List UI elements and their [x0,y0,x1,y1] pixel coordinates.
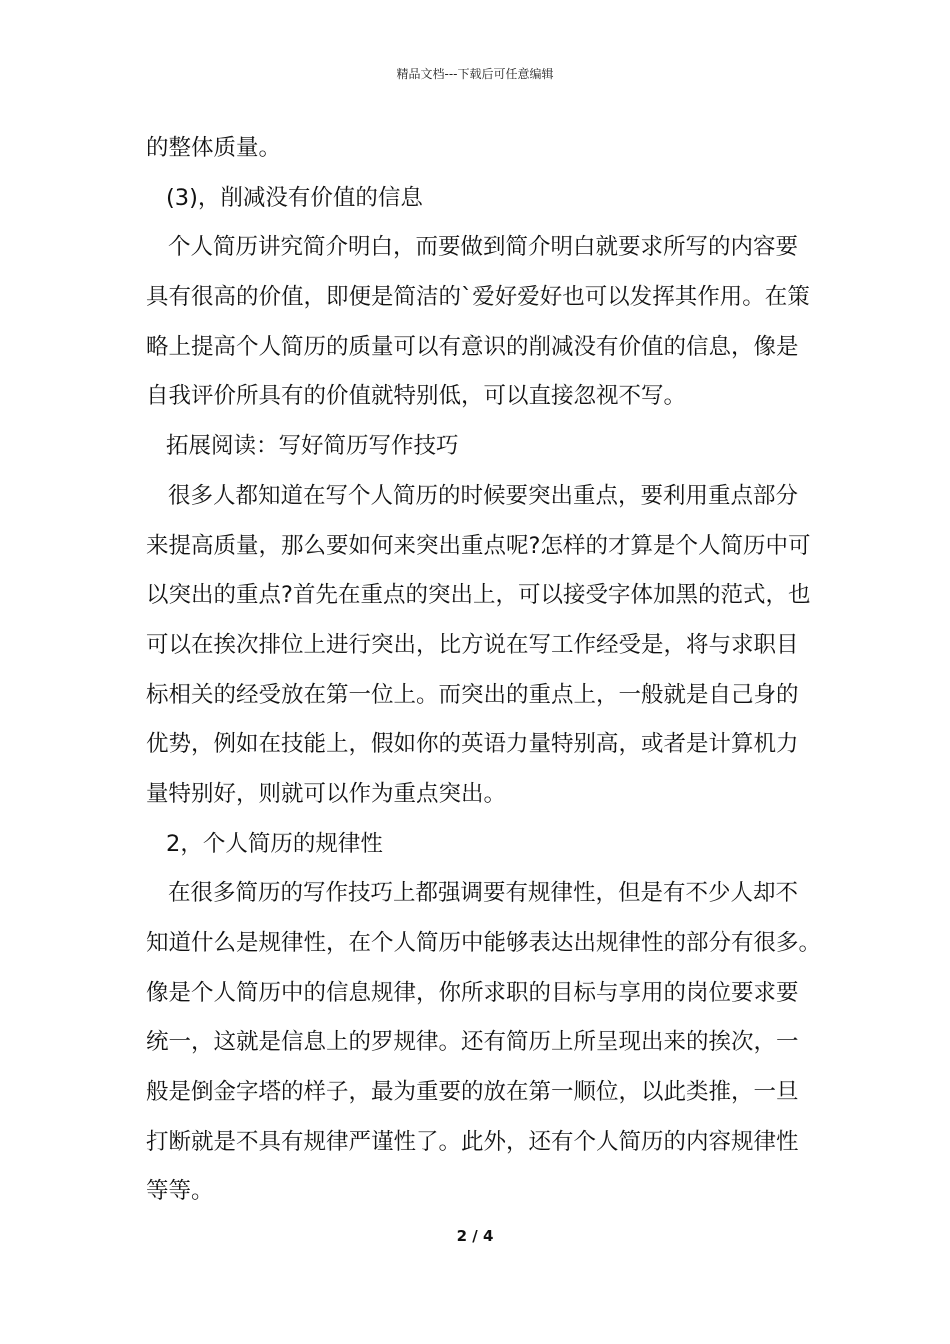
text-line: 的整体质量。 [146,135,282,161]
page-header: 精品文档---下载后可任意编辑 [396,67,554,81]
text-line: 可以在挨次排位上进行突出，比方说在写工作经受是，将与求职目 [146,631,799,658]
text-line: 个人简历讲究简介明白，而要做到简介明白就要求所写的内容要 [168,234,799,261]
text-line: 在很多简历的写作技巧上都强调要有规律性，但是有不少人却不 [168,880,799,907]
text-line: 具有很高的价值，即便是简洁的`爱好爱好也可以发挥其作用。在策 [146,284,810,311]
text-line: 般是倒金字塔的样子，最为重要的放在第一顺位，以此类推，一旦 [146,1079,799,1106]
text-line: 来提高质量，那么要如何来突出重点呢?怎样的才算是个人简历中可 [146,532,811,559]
text-line: 优势，例如在技能上，假如你的英语力量特别高，或者是计算机力 [146,731,799,758]
text-line: 量特别好，则就可以作为重点突出。 [146,780,507,807]
document-body [146,124,826,1217]
section-heading: (3)，削减没有价值的信息 [166,184,423,211]
text-line: 像是个人简历中的信息规律，你所求职的目标与享用的岗位要求要 [146,979,799,1006]
text-line: 等等。 [146,1178,214,1205]
page-number: 2 / 4 [456,1227,494,1245]
text-line: 略上提高个人简历的质量可以有意识的削减没有价值的信息，像是 [146,333,799,360]
text-line: 知道什么是规律性，在个人简历中能够表达出规律性的部分有很多。 [146,930,822,956]
text-line: 很多人都知道在写个人简历的时候要突出重点，要利用重点部分 [168,482,799,509]
text-line: 打断就是不具有规律严谨性了。此外，还有个人简历的内容规律性 [146,1128,799,1155]
text-line: 标相关的经受放在第一位上。而突出的重点上，一般就是自己身的 [146,681,799,708]
section-heading: 2，个人简历的规律性 [166,830,383,857]
text-line: 以突出的重点?首先在重点的突出上，可以接受字体加黑的范式，也 [146,582,811,609]
section-heading: 拓展阅读：写好简历写作技巧 [166,433,459,460]
text-line: 统一，这就是信息上的罗规律。还有简历上所呈现出来的挨次，一 [146,1029,799,1056]
text-line: 自我评价所具有的价值就特别低，可以直接忽视不写。 [146,383,687,410]
